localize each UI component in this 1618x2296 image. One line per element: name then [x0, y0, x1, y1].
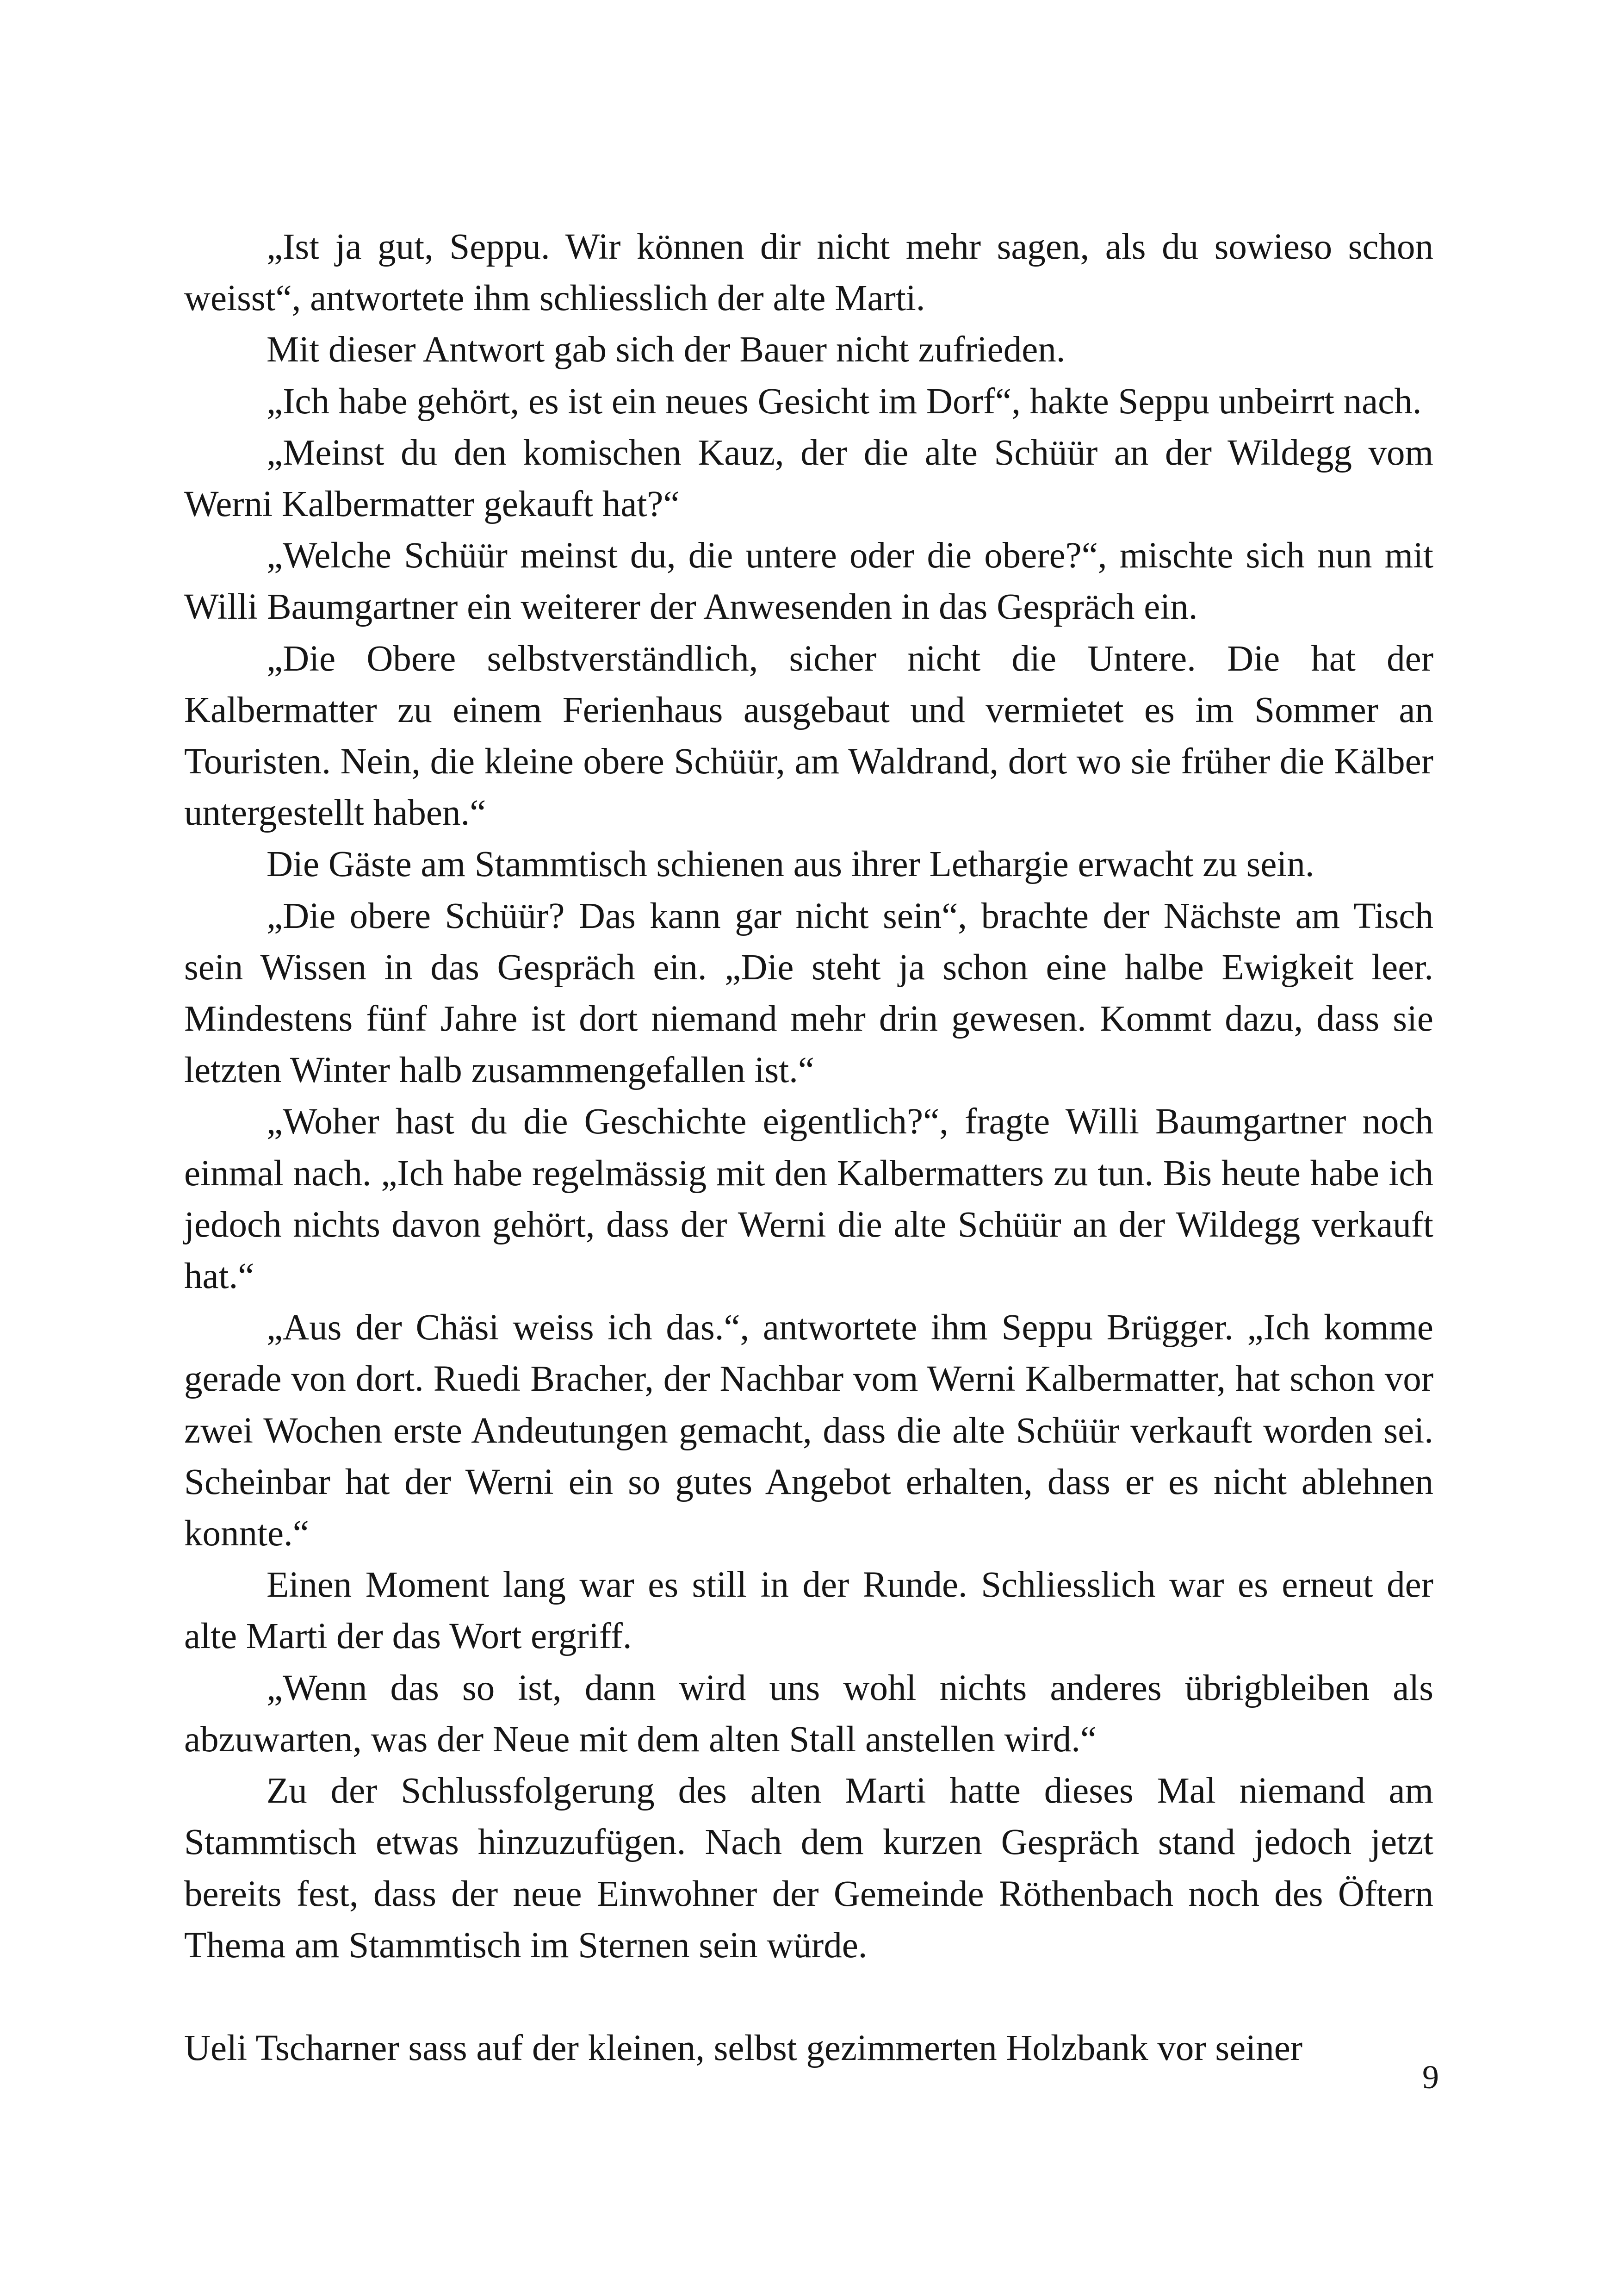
paragraph: „Wenn das so ist, dann wird uns wohl nichts anderes übrigbleiben als abzuwarten, was der Neue mit dem alten Stall anstellen wird.“ [184, 1668, 1433, 1760]
paragraph: Die Gäste am Stammtisch schienen aus ihrer Lethargie erwacht zu sein. [267, 844, 1314, 885]
paragraph: „Ich habe gehört, es ist ein neues Gesicht im Dorf“, hakte Seppu unbeirrt nach. [267, 381, 1422, 422]
paragraph: „Aus der Chäsi weiss ich das.“, antwortete ihm Seppu Brügger. „Ich komme gerade von dort. Ruedi Bracher, der Nachbar vom Werni Kalbermatter, hat schon vor zwei Wochen erste Andeutungen gemacht, dass die alte Schüür verkauft worden sei. Scheinbar hat der Werni ein so gutes Angebot erhalten, dass er es nicht ablehnen konnte.“ [184, 1307, 1433, 1554]
paragraph: Mit dieser Antwort gab sich der Bauer nicht zufrieden. [267, 330, 1066, 370]
paragraph: „Welche Schüür meinst du, die untere oder die obere?“, mischte sich nun mit Willi Baumgartner ein weiterer der Anwesenden in das Gespräch ein. [184, 535, 1433, 628]
paragraph: „Woher hast du die Geschichte eigentlich?“, fragte Willi Baumgartner noch einmal nach. „Ich habe regelmässig mit den Kalbermatters zu tun. Bis heute habe ich jedoch nichts davon gehört, dass der Werni die alte Schüür an der Wildegg verkauft hat.“ [184, 1101, 1433, 1297]
paragraph: „Die Obere selbstverständlich, sicher nicht die Untere. Die hat der Kalbermatter zu einem Ferienhaus ausgebaut und vermietet es im Sommer an Touristen. Nein, die kleine obere Schüür, am Waldrand, dort wo sie früher die Kälber untergestellt haben.“ [184, 638, 1433, 834]
paragraph: „Meinst du den komischen Kauz, der die alte Schüür an der Wildegg vom Werni Kalbermatter gekauft hat?“ [184, 432, 1433, 525]
paragraph: Einen Moment lang war es still in der Runde. Schliesslich war es erneut der alte Marti der das Wort ergriff. [184, 1565, 1433, 1657]
section-start-paragraph: Ueli Tscharner sass auf der kleinen, selbst gezimmerten Holzbank vor seiner [184, 2028, 1303, 2069]
body-text [184, 221, 1433, 2074]
paragraph: „Ist ja gut, Seppu. Wir können dir nicht mehr sagen, als du sowieso schon weisst“, antwortete ihm schliesslich der alte Marti. [184, 227, 1433, 319]
paragraph: „Die obere Schüür? Das kann gar nicht sein“, brachte der Nächste am Tisch sein Wissen in das Gespräch ein. „Die steht ja schon eine halbe Ewigkeit leer. Mindestens fünf Jahre ist dort niemand mehr drin gewesen. Kommt dazu, dass sie letzten Winter halb zusammengefallen ist.“ [184, 896, 1433, 1091]
page-number: 9 [1422, 2059, 1439, 2096]
paragraph: Zu der Schlussfolgerung des alten Marti hatte dieses Mal niemand am Stammtisch etwas hinzuzufügen. Nach dem kurzen Gespräch stand jedoch jetzt bereits fest, dass der neue Einwohner der Gemeinde Röthenbach noch des Öftern Thema am Stammtisch im Sternen sein würde. [184, 1771, 1433, 1966]
